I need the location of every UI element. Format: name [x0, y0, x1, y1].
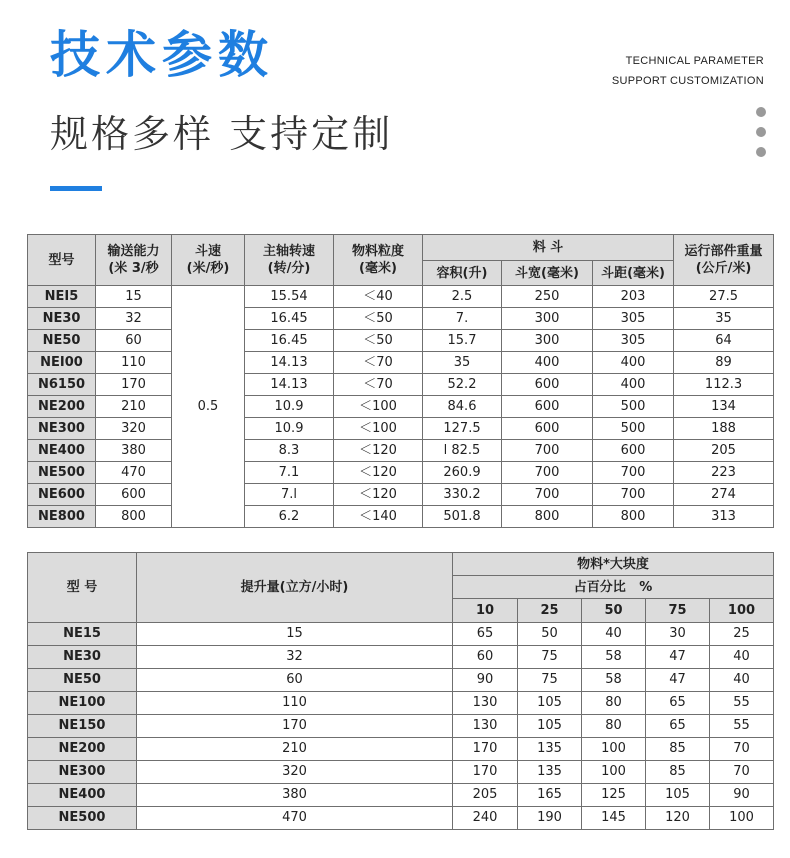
- volume-cell: 2.5: [423, 286, 502, 308]
- col-header-pct: 25: [518, 599, 582, 623]
- capacity-cell: 800: [96, 506, 172, 528]
- lift-cell: 470: [137, 807, 453, 830]
- english-caption-line2: SUPPORT CUSTOMIZATION: [611, 75, 764, 87]
- col-header-shaft-speed: 主轴转速 (转/分): [245, 235, 334, 286]
- percent-value-cell: 30: [646, 623, 710, 646]
- bucket-pitch-cell: 800: [593, 506, 674, 528]
- bucket-pitch-cell: 305: [593, 308, 674, 330]
- percent-value-cell: 55: [710, 715, 774, 738]
- table-row: [28, 352, 774, 374]
- shaft-speed-cell: 10.9: [245, 418, 334, 440]
- capacity-cell: 15: [96, 286, 172, 308]
- granularity-cell: ＜120: [334, 440, 423, 462]
- weight-cell: 89: [674, 352, 774, 374]
- model-cell: NE400: [28, 784, 137, 807]
- model-cell: NE50: [28, 330, 96, 352]
- bucket-width-cell: 600: [502, 396, 593, 418]
- shaft-speed-cell: 14.13: [245, 352, 334, 374]
- shaft-speed-cell: 8.3: [245, 440, 334, 462]
- col-header-percent: 占百分比 %: [453, 576, 774, 599]
- shaft-speed-cell: 10.9: [245, 396, 334, 418]
- percent-value-cell: 100: [582, 738, 646, 761]
- model-cell: NE500: [28, 807, 137, 830]
- bucket-width-cell: 600: [502, 418, 593, 440]
- model-cell: NE200: [28, 738, 137, 761]
- weight-cell: 27.5: [674, 286, 774, 308]
- model-cell: NE300: [28, 761, 137, 784]
- bucket-pitch-cell: 500: [593, 396, 674, 418]
- col-header-material: 物料*大块度: [453, 553, 774, 576]
- table-row: [28, 646, 774, 669]
- granularity-cell: ＜100: [334, 418, 423, 440]
- table-row: [28, 286, 774, 308]
- model-cell: NE30: [28, 646, 137, 669]
- col-header-granularity: 物料粒度 (毫米): [334, 235, 423, 286]
- lift-cell: 320: [137, 761, 453, 784]
- weight-cell: 223: [674, 462, 774, 484]
- bucket-width-cell: 400: [502, 352, 593, 374]
- bucket-width-cell: 800: [502, 506, 593, 528]
- weight-cell: 112.3: [674, 374, 774, 396]
- table-row: [28, 462, 774, 484]
- percent-value-cell: 105: [518, 715, 582, 738]
- shaft-speed-cell: 16.45: [245, 308, 334, 330]
- bucket-width-cell: 700: [502, 462, 593, 484]
- percent-value-cell: 40: [710, 646, 774, 669]
- bucket-width-cell: 700: [502, 484, 593, 506]
- percent-value-cell: 40: [710, 669, 774, 692]
- granularity-cell: ＜70: [334, 352, 423, 374]
- model-cell: NEI5: [28, 286, 96, 308]
- bucket-pitch-cell: 400: [593, 352, 674, 374]
- percent-value-cell: 65: [646, 715, 710, 738]
- volume-cell: 127.5: [423, 418, 502, 440]
- model-cell: N6150: [28, 374, 96, 396]
- percent-value-cell: 165: [518, 784, 582, 807]
- bucket-pitch-cell: 400: [593, 374, 674, 396]
- col-header-bucket-speed: 斗速 (米/秒): [172, 235, 245, 286]
- bucket-width-cell: 600: [502, 374, 593, 396]
- percent-value-cell: 170: [453, 738, 518, 761]
- volume-cell: 84.6: [423, 396, 502, 418]
- percent-value-cell: 120: [646, 807, 710, 830]
- granularity-cell: ＜120: [334, 484, 423, 506]
- percent-value-cell: 25: [710, 623, 774, 646]
- table-row: [28, 418, 774, 440]
- granularity-cell: ＜40: [334, 286, 423, 308]
- col-header-model: 型号: [28, 235, 96, 286]
- shaft-speed-cell: 6.2: [245, 506, 334, 528]
- table-row: [28, 623, 774, 646]
- model-cell: NE600: [28, 484, 96, 506]
- title-underline-bar: [50, 186, 102, 191]
- volume-cell: 35: [423, 352, 502, 374]
- capacity-cell: 600: [96, 484, 172, 506]
- table-row: [28, 374, 774, 396]
- bucket-pitch-cell: 700: [593, 462, 674, 484]
- table-row: [28, 715, 774, 738]
- table-row: [28, 784, 774, 807]
- table-row: [28, 330, 774, 352]
- model-cell: NE30: [28, 308, 96, 330]
- table-row: [28, 669, 774, 692]
- model-cell: NE15: [28, 623, 137, 646]
- bucket-pitch-cell: 203: [593, 286, 674, 308]
- volume-cell: 52.2: [423, 374, 502, 396]
- percent-value-cell: 130: [453, 692, 518, 715]
- menu-dot-icon: [756, 147, 766, 157]
- col-header-bucket-pitch: 斗距(毫米): [593, 261, 674, 286]
- percent-value-cell: 100: [710, 807, 774, 830]
- page-subtitle: 规格多样 支持定制: [50, 112, 394, 156]
- percent-value-cell: 75: [518, 646, 582, 669]
- table-row: [28, 506, 774, 528]
- granularity-cell: ＜70: [334, 374, 423, 396]
- percent-value-cell: 105: [646, 784, 710, 807]
- col-header-pct: 50: [582, 599, 646, 623]
- percent-value-cell: 100: [582, 761, 646, 784]
- model-cell: NE800: [28, 506, 96, 528]
- percent-value-cell: 170: [453, 761, 518, 784]
- table-row: [28, 761, 774, 784]
- spec-table-2: [27, 552, 774, 830]
- table-row: [28, 692, 774, 715]
- percent-value-cell: 70: [710, 738, 774, 761]
- volume-cell: 7.: [423, 308, 502, 330]
- lift-cell: 60: [137, 669, 453, 692]
- weight-cell: 64: [674, 330, 774, 352]
- capacity-cell: 32: [96, 308, 172, 330]
- bucket-width-cell: 700: [502, 440, 593, 462]
- col-header-weight: 运行部件重量 (公斤/米): [674, 235, 774, 286]
- percent-value-cell: 50: [518, 623, 582, 646]
- lift-cell: 210: [137, 738, 453, 761]
- percent-value-cell: 205: [453, 784, 518, 807]
- table-row: [28, 396, 774, 418]
- volume-cell: 15.7: [423, 330, 502, 352]
- volume-cell: 501.8: [423, 506, 502, 528]
- percent-value-cell: 105: [518, 692, 582, 715]
- lift-cell: 110: [137, 692, 453, 715]
- granularity-cell: ＜120: [334, 462, 423, 484]
- bucket-pitch-cell: 600: [593, 440, 674, 462]
- weight-cell: 313: [674, 506, 774, 528]
- volume-cell: l 82.5: [423, 440, 502, 462]
- model-cell: NE100: [28, 692, 137, 715]
- volume-cell: 330.2: [423, 484, 502, 506]
- shaft-speed-cell: 14.13: [245, 374, 334, 396]
- percent-value-cell: 70: [710, 761, 774, 784]
- table-row: [28, 738, 774, 761]
- lift-cell: 380: [137, 784, 453, 807]
- model-cell: NE500: [28, 462, 96, 484]
- col-header-capacity: 输送能力 (米 3/秒: [96, 235, 172, 286]
- weight-cell: 134: [674, 396, 774, 418]
- capacity-cell: 470: [96, 462, 172, 484]
- english-caption-line1: TECHNICAL PARAMETER: [625, 55, 764, 67]
- table-row: [28, 807, 774, 830]
- percent-value-cell: 80: [582, 692, 646, 715]
- bucket-pitch-cell: 700: [593, 484, 674, 506]
- col-header-bucket: 料 斗: [423, 235, 674, 261]
- percent-value-cell: 90: [453, 669, 518, 692]
- bucket-width-cell: 250: [502, 286, 593, 308]
- model-cell: NE400: [28, 440, 96, 462]
- granularity-cell: ＜50: [334, 330, 423, 352]
- model-cell: NE200: [28, 396, 96, 418]
- lift-cell: 170: [137, 715, 453, 738]
- capacity-cell: 60: [96, 330, 172, 352]
- percent-value-cell: 47: [646, 669, 710, 692]
- col-header-model: 型 号: [28, 553, 137, 623]
- shaft-speed-cell: 7.1: [245, 462, 334, 484]
- percent-value-cell: 125: [582, 784, 646, 807]
- col-header-bucket-width: 斗宽(毫米): [502, 261, 593, 286]
- weight-cell: 274: [674, 484, 774, 506]
- page-title: 技术参数: [50, 26, 274, 84]
- percent-value-cell: 58: [582, 646, 646, 669]
- percent-value-cell: 90: [710, 784, 774, 807]
- capacity-cell: 210: [96, 396, 172, 418]
- percent-value-cell: 190: [518, 807, 582, 830]
- percent-value-cell: 135: [518, 738, 582, 761]
- shaft-speed-cell: 15.54: [245, 286, 334, 308]
- percent-value-cell: 58: [582, 669, 646, 692]
- percent-value-cell: 145: [582, 807, 646, 830]
- granularity-cell: ＜50: [334, 308, 423, 330]
- col-header-lift: 提升量(立方/小时): [137, 553, 453, 623]
- table-row: [28, 440, 774, 462]
- col-header-pct: 75: [646, 599, 710, 623]
- weight-cell: 205: [674, 440, 774, 462]
- col-header-pct: 10: [453, 599, 518, 623]
- capacity-cell: 380: [96, 440, 172, 462]
- weight-cell: 35: [674, 308, 774, 330]
- granularity-cell: ＜140: [334, 506, 423, 528]
- percent-value-cell: 240: [453, 807, 518, 830]
- weight-cell: 188: [674, 418, 774, 440]
- menu-dot-icon: [756, 127, 766, 137]
- table-row: [28, 308, 774, 330]
- capacity-cell: 320: [96, 418, 172, 440]
- model-cell: NEI00: [28, 352, 96, 374]
- model-cell: NE300: [28, 418, 96, 440]
- percent-value-cell: 130: [453, 715, 518, 738]
- percent-value-cell: 65: [453, 623, 518, 646]
- percent-value-cell: 65: [646, 692, 710, 715]
- bucket-pitch-cell: 500: [593, 418, 674, 440]
- percent-value-cell: 60: [453, 646, 518, 669]
- percent-value-cell: 55: [710, 692, 774, 715]
- col-header-pct: 100: [710, 599, 774, 623]
- bucket-speed-cell: 0.5: [172, 286, 245, 528]
- bucket-width-cell: 300: [502, 330, 593, 352]
- shaft-speed-cell: 16.45: [245, 330, 334, 352]
- volume-cell: 260.9: [423, 462, 502, 484]
- capacity-cell: 170: [96, 374, 172, 396]
- percent-value-cell: 135: [518, 761, 582, 784]
- granularity-cell: ＜100: [334, 396, 423, 418]
- lift-cell: 32: [137, 646, 453, 669]
- menu-dot-icon: [756, 107, 766, 117]
- lift-cell: 15: [137, 623, 453, 646]
- model-cell: NE150: [28, 715, 137, 738]
- percent-value-cell: 85: [646, 738, 710, 761]
- percent-value-cell: 47: [646, 646, 710, 669]
- model-cell: NE50: [28, 669, 137, 692]
- bucket-width-cell: 300: [502, 308, 593, 330]
- table-row: [28, 484, 774, 506]
- percent-value-cell: 75: [518, 669, 582, 692]
- shaft-speed-cell: 7.l: [245, 484, 334, 506]
- col-header-volume: 容积(升): [423, 261, 502, 286]
- percent-value-cell: 85: [646, 761, 710, 784]
- bucket-pitch-cell: 305: [593, 330, 674, 352]
- capacity-cell: 110: [96, 352, 172, 374]
- percent-value-cell: 40: [582, 623, 646, 646]
- percent-value-cell: 80: [582, 715, 646, 738]
- spec-table-1: [27, 234, 774, 528]
